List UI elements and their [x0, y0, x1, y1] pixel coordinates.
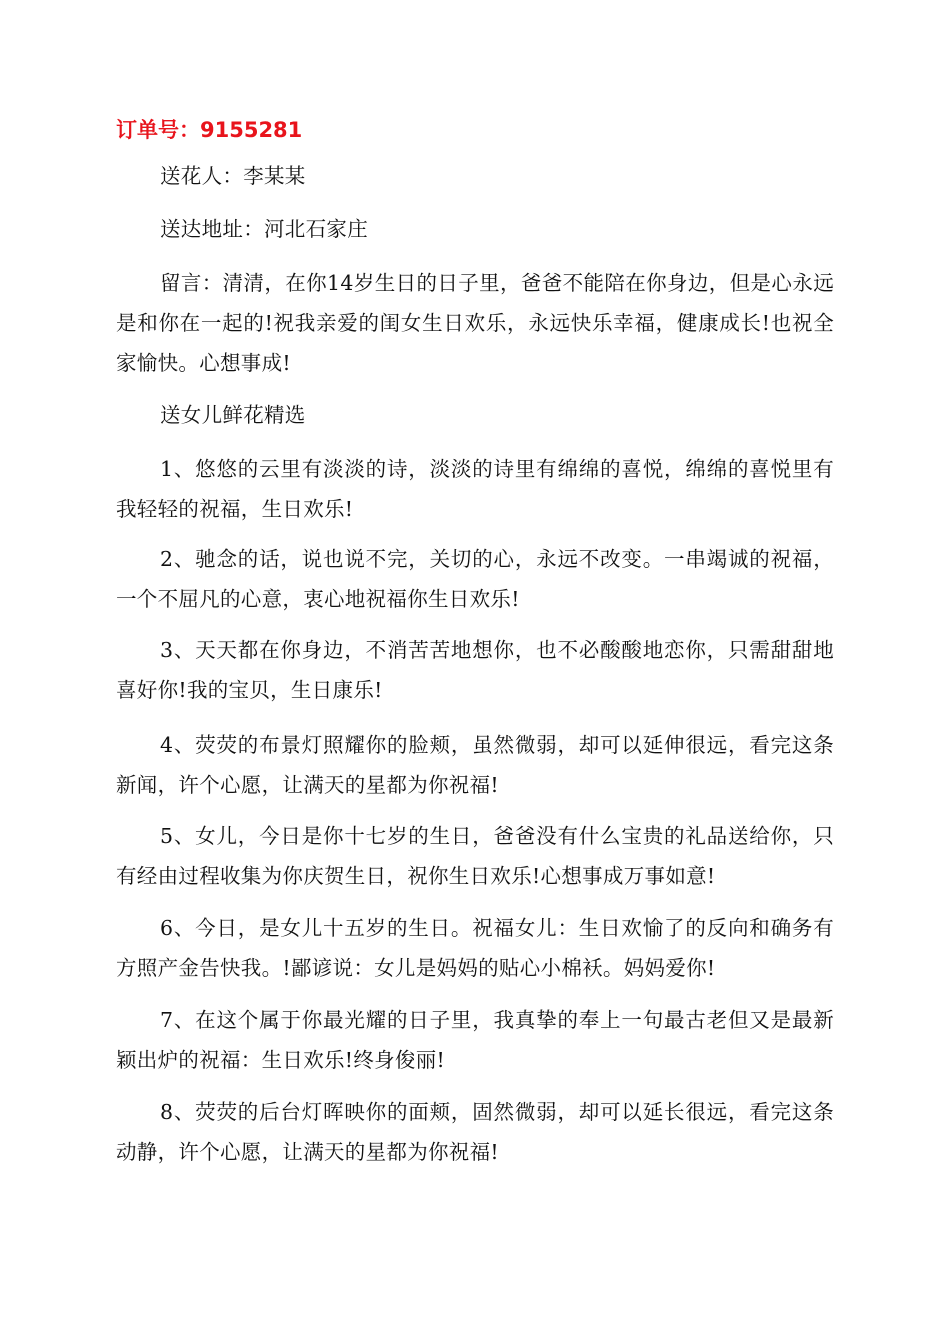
- wish-item-7: 7、在这个属于你最光耀的日子里，我真挚的奉上一句最古老但又是最新颖出炉的祝福：生日欢乐!终身俊丽!: [116, 1008, 834, 1072]
- message-paragraph: 留言：清清，在你14岁生日的日子里，爸爸不能陪在你身边，但是心永远是和你在一起的!祝我亲爱的闺女生日欢乐，永远快乐幸福，健康成长!也祝全家愉快。心想事成!: [116, 271, 834, 375]
- wish-item-4: 4、荧荧的布景灯照耀你的脸颊，虽然微弱，却可以延伸很远，看完这条新闻，许个心愿，让满天的星都为你祝福!: [116, 733, 834, 797]
- address-line: 送达地址：河北石家庄: [160, 217, 368, 241]
- order-number: 9155281: [200, 118, 303, 142]
- wish-item-8: 8、荧荧的后台灯晖映你的面颊，固然微弱，却可以延长很远，看完这条动静，许个心愿，让满天的星都为你祝福!: [116, 1100, 834, 1164]
- wish-item-2: 2、驰念的话，说也说不完，关切的心，永远不改变。一串竭诚的祝福，一个不屈凡的心意，衷心地祝福你生日欢乐!: [116, 547, 834, 611]
- section-title: 送女儿鲜花精选: [160, 403, 306, 427]
- wish-item-3: 3、天天都在你身边，不消苦苦地想你，也不必酸酸地恋你，只需甜甜地喜好你!我的宝贝，生日康乐!: [116, 638, 834, 702]
- wish-item-6: 6、今日，是女儿十五岁的生日。祝福女儿：生日欢愉了的反向和确务有方照产金告快我。!鄙谚说：女儿是妈妈的贴心小棉袄。妈妈爱你!: [116, 916, 834, 980]
- wish-item-1: 1、悠悠的云里有淡淡的诗，淡淡的诗里有绵绵的喜悦，绵绵的喜悦里有我轻轻的祝福，生日欢乐!: [116, 457, 834, 521]
- order-label: 订单号：: [116, 118, 200, 142]
- sender-line: 送花人：李某某: [160, 164, 306, 188]
- wish-item-5: 5、女儿，今日是你十七岁的生日，爸爸没有什么宝贵的礼品送给你，只有经由过程收集为你庆贺生日，祝你生日欢乐!心想事成万事如意!: [116, 824, 834, 888]
- order-number-line: [116, 114, 302, 146]
